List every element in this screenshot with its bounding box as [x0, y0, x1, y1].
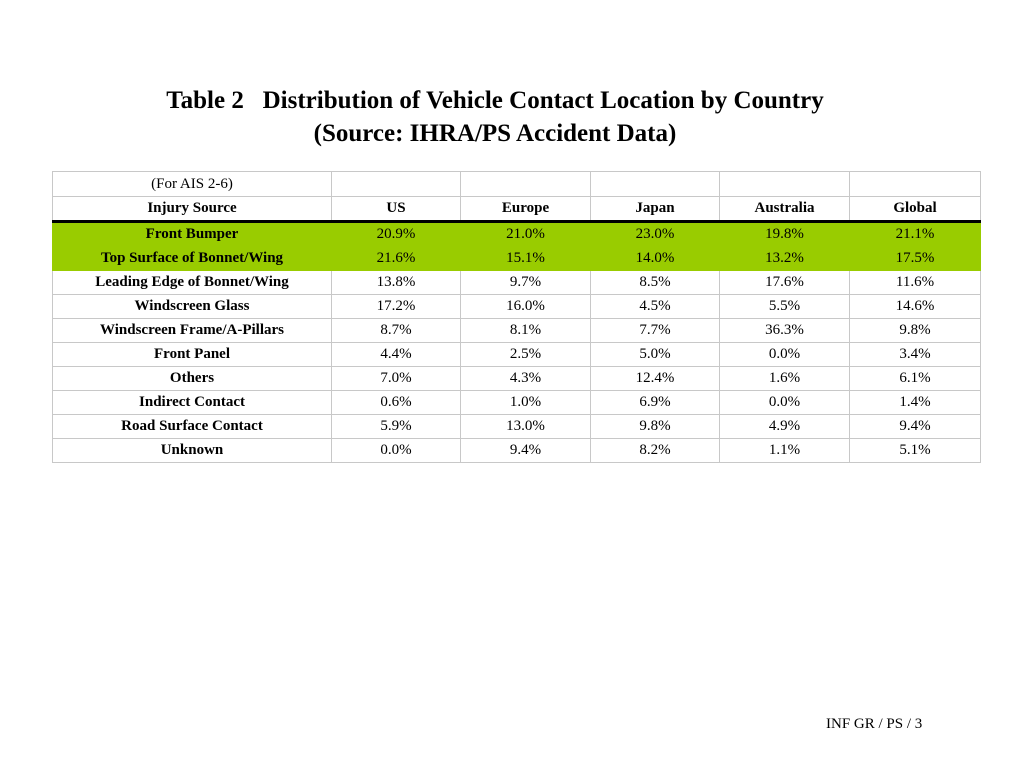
value-cell: 12.4% — [591, 367, 720, 391]
document-reference: INF GR / PS / 3 — [826, 716, 923, 732]
value-cell: 5.5% — [720, 295, 850, 319]
value-cell: 1.4% — [850, 391, 981, 415]
ais-note: (For AIS 2-6) — [53, 172, 332, 197]
title-line-2: (Source: IHRA/PS Accident Data) — [313, 120, 677, 147]
value-cell: 21.1% — [850, 222, 981, 247]
value-cell: 4.9% — [720, 415, 850, 439]
injury-source-cell: Top Surface of Bonnet/Wing — [53, 247, 332, 271]
contact-location-table — [52, 171, 981, 463]
value-cell: 3.4% — [850, 343, 981, 367]
value-cell: 19.8% — [720, 222, 850, 247]
table-row — [53, 271, 981, 295]
value-cell: 1.1% — [720, 439, 850, 463]
empty-cell — [850, 172, 981, 197]
value-cell: 17.2% — [332, 295, 461, 319]
column-header: Europe — [461, 197, 591, 222]
table-note-row — [53, 172, 981, 197]
value-cell: 9.8% — [850, 319, 981, 343]
value-cell: 14.0% — [591, 247, 720, 271]
column-header: Injury Source — [53, 197, 332, 222]
table-row — [53, 343, 981, 367]
table-title — [0, 84, 990, 150]
value-cell: 5.9% — [332, 415, 461, 439]
injury-source-cell: Unknown — [53, 439, 332, 463]
empty-cell — [332, 172, 461, 197]
column-header: US — [332, 197, 461, 222]
value-cell: 23.0% — [591, 222, 720, 247]
value-cell: 17.5% — [850, 247, 981, 271]
table-row — [53, 247, 981, 271]
value-cell: 13.0% — [461, 415, 591, 439]
table-row — [53, 222, 981, 247]
value-cell: 8.7% — [332, 319, 461, 343]
empty-cell — [461, 172, 591, 197]
injury-source-cell: Others — [53, 367, 332, 391]
table-row — [53, 439, 981, 463]
value-cell: 8.5% — [591, 271, 720, 295]
value-cell: 9.7% — [461, 271, 591, 295]
value-cell: 4.3% — [461, 367, 591, 391]
value-cell: 9.4% — [461, 439, 591, 463]
value-cell: 14.6% — [850, 295, 981, 319]
value-cell: 9.4% — [850, 415, 981, 439]
table-row — [53, 367, 981, 391]
injury-source-cell: Road Surface Contact — [53, 415, 332, 439]
value-cell: 21.0% — [461, 222, 591, 247]
value-cell: 0.0% — [720, 343, 850, 367]
value-cell: 0.0% — [332, 439, 461, 463]
value-cell: 9.8% — [591, 415, 720, 439]
value-cell: 5.1% — [850, 439, 981, 463]
injury-source-cell: Windscreen Frame/A-Pillars — [53, 319, 332, 343]
value-cell: 2.5% — [461, 343, 591, 367]
value-cell: 6.1% — [850, 367, 981, 391]
value-cell: 5.0% — [591, 343, 720, 367]
empty-cell — [720, 172, 850, 197]
table-header-row — [53, 197, 981, 222]
value-cell: 6.9% — [591, 391, 720, 415]
value-cell: 7.0% — [332, 367, 461, 391]
column-header: Japan — [591, 197, 720, 222]
table-row — [53, 391, 981, 415]
value-cell: 13.8% — [332, 271, 461, 295]
value-cell: 17.6% — [720, 271, 850, 295]
value-cell: 21.6% — [332, 247, 461, 271]
value-cell: 36.3% — [720, 319, 850, 343]
injury-source-cell: Indirect Contact — [53, 391, 332, 415]
value-cell: 4.4% — [332, 343, 461, 367]
value-cell: 11.6% — [850, 271, 981, 295]
injury-source-cell: Front Bumper — [53, 222, 332, 247]
value-cell: 0.6% — [332, 391, 461, 415]
value-cell: 16.0% — [461, 295, 591, 319]
value-cell: 20.9% — [332, 222, 461, 247]
value-cell: 15.1% — [461, 247, 591, 271]
injury-source-cell: Leading Edge of Bonnet/Wing — [53, 271, 332, 295]
table-row — [53, 295, 981, 319]
value-cell: 0.0% — [720, 391, 850, 415]
injury-source-cell: Front Panel — [53, 343, 332, 367]
column-header: Global — [850, 197, 981, 222]
value-cell: 1.0% — [461, 391, 591, 415]
value-cell: 4.5% — [591, 295, 720, 319]
column-header: Australia — [720, 197, 850, 222]
value-cell: 8.1% — [461, 319, 591, 343]
value-cell: 1.6% — [720, 367, 850, 391]
injury-source-cell: Windscreen Glass — [53, 295, 332, 319]
value-cell: 13.2% — [720, 247, 850, 271]
value-cell: 8.2% — [591, 439, 720, 463]
value-cell: 7.7% — [591, 319, 720, 343]
table-row — [53, 319, 981, 343]
empty-cell — [591, 172, 720, 197]
title-line-1: Table 2 Distribution of Vehicle Contact Location by Country — [166, 87, 824, 114]
table-row — [53, 415, 981, 439]
